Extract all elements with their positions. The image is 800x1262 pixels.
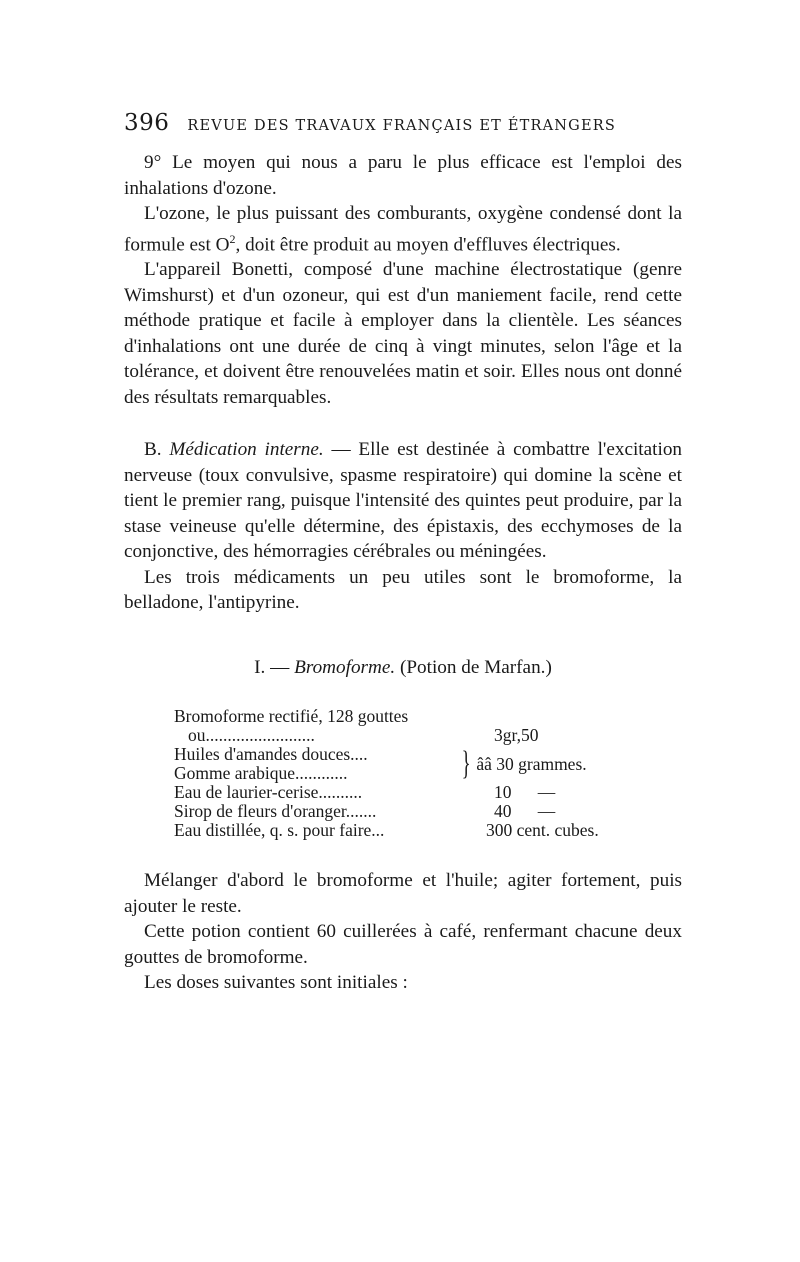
recipe-row-name: Sirop de fleurs d'oranger....... — [174, 802, 377, 822]
body-text — [124, 150, 682, 996]
recipe-row — [174, 783, 644, 802]
running-header — [124, 110, 682, 136]
section-b-title: Médication interne. — [169, 439, 324, 461]
section-heading-bromoforme — [124, 655, 682, 681]
recipe-brace-item: Gomme arabique............ — [174, 763, 348, 784]
paragraph-ozone-formula-a: L'ozone, le plus puissant des comburants, oxygène condensé dont la formule est O — [124, 203, 682, 255]
recipe-brace-group — [174, 745, 644, 783]
paragraph-internal-medication — [124, 437, 682, 565]
paragraph-mixing: Mélanger d'abord le bromoforme et l'huile; agiter fortement, puis ajouter le reste. — [124, 870, 682, 917]
recipe-row-name: Eau distillée, q. s. pour faire... — [174, 821, 385, 841]
after-recipe — [124, 868, 682, 996]
recipe-row-amount: 40 — — [494, 801, 556, 822]
running-title: REVUE DES TRAVAUX FRANÇAIS ET ÉTRANGERS — [187, 118, 616, 134]
paragraph-potion-content: Cette potion contient 60 cuillerées à café, renfermant chacune deux gouttes de bromoforme. — [124, 921, 682, 968]
recipe-row — [174, 821, 644, 840]
section-b-label: B. — [144, 439, 170, 461]
recipe-row-amount: 300 cent. cubes. — [486, 820, 599, 841]
recipe-row-amount: 3gr,50 — [494, 725, 539, 746]
formula-superscript: 2 — [229, 231, 236, 246]
paragraph-three-drugs: Les trois médicaments un peu utiles sont le bromoforme, la belladone, l'antipyrine. — [124, 566, 682, 614]
page-number: 396 — [124, 110, 170, 136]
recipe-row-amount: 10 — — [494, 782, 556, 803]
brace-icon: } — [461, 745, 471, 783]
section-b-text: — Elle est destinée à combattre l'excitation nerveuse (toux convulsive, spasme respiratoire) qui domine la scène et tient le premier rang, puisque l'intensité des quintes peut produire, par la stase veineuse qu'elle détermine, des épistaxis, des ecchymoses de la conjonctive, des hémorragies cérébrales ou méningées. — [124, 439, 683, 563]
paragraph-bonetti-apparatus: L'appareil Bonetti, composé d'une machine électrostatique (genre Wimshurst) et d'un ozoneur, qui est d'un maniement facile, rend cette méthode pratique et facile à employer dans la clientèle. Les séances d'inhalations ont une durée de cinq à vingt minutes, selon l'âge et la tolérance, et doivent être renouvelées matin et soir. Elles nous ont donné des résultats remarquables. — [124, 259, 682, 408]
paragraph-ozone-method: 9° Le moyen qui nous a paru le plus efficace est l'emploi des inhalations d'ozone. — [124, 152, 682, 199]
recipe-brace-names — [174, 745, 464, 783]
recipe-row-name: Eau de laurier-cerise.......... — [174, 783, 363, 803]
section-heading-title: Bromoforme. — [294, 656, 396, 678]
recipe-brace-item: Huiles d'amandes douces.... — [174, 744, 368, 765]
section-heading-prefix: I. — — [254, 656, 295, 678]
recipe-row-name: ou......................... — [188, 726, 315, 746]
recipe-line-bromoforme: Bromoforme rectifié, 128 gouttes — [174, 706, 409, 727]
paragraph-ozone-formula — [124, 201, 682, 257]
recipe-table — [174, 707, 644, 840]
recipe-brace-amount: ââ 30 grammes. — [476, 753, 587, 774]
recipe-row — [174, 726, 644, 745]
paragraph-ozone-formula-b: , doit être produit au moyen d'effluves électriques. — [235, 233, 621, 255]
paragraph-initial-doses: Les doses suivantes sont initiales : — [144, 972, 408, 994]
section-heading-suffix: (Potion de Marfan.) — [395, 656, 552, 678]
recipe-row — [174, 802, 644, 821]
